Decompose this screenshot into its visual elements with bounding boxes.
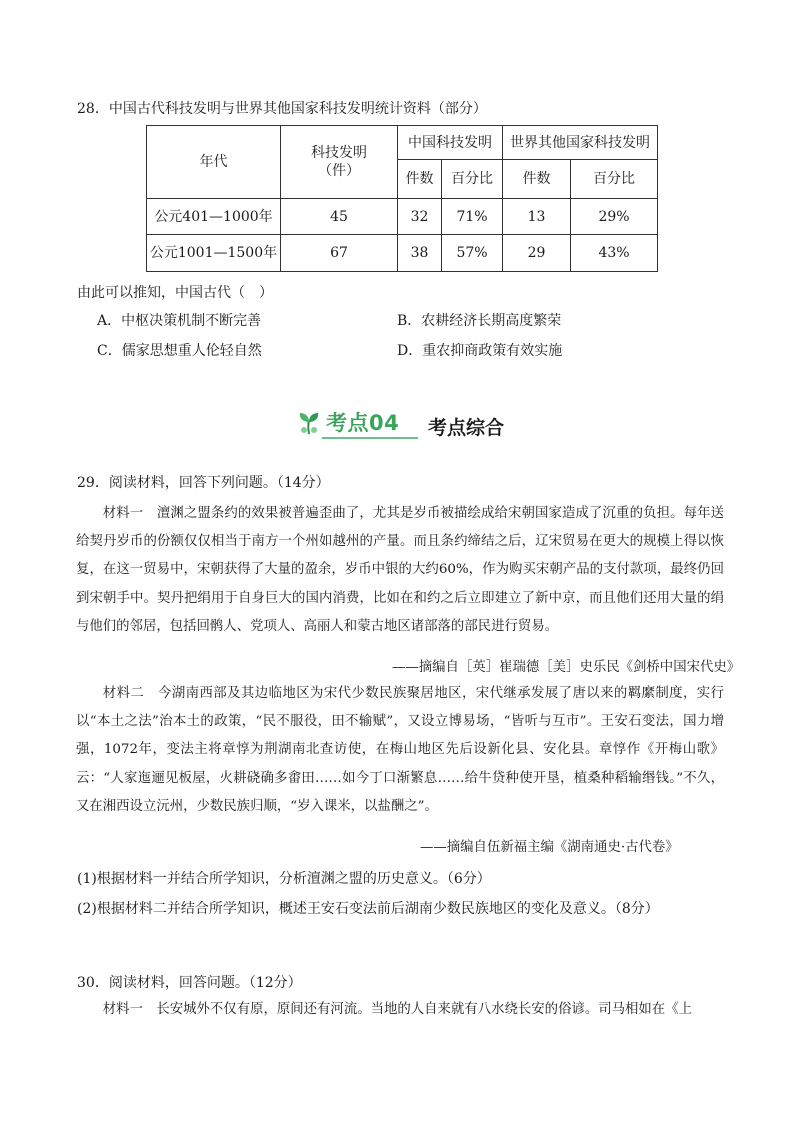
q29-subquestion-2: (2)根据材料二并结合所学知识，概述王安石变法前后湖南少数民族地区的变化及意义。（8分） xyxy=(77,901,659,917)
q29-material1: 材料一 澶渊之盟条约的效果被普遍歪曲了，尤其是岁币被描绘成给宋朝国家造成了沉重的负担。每年送给契丹岁币的份额仅仅相当于南方一个州如越州的产量。而且条约缔结之后，辽宋贸易在更大的规模上得以恢复，在这一贸易中，宋朝获得了大量的盈余，岁币中银的大约60%，作为购买宋朝产品的支付款项，最终仍回到宋朝手中。契丹把绢用于自身巨大的国内消费，比如在和约之后立即建立了新中京，而且他们还用大量的绢与他们的邻居，包括回鹘人、党项人、高丽人和蒙古地区诸部落的部民进行贸易。 xyxy=(76,506,724,634)
cell-w-pct: 29% xyxy=(571,199,658,235)
header-world: 世界其他国家科技发明 xyxy=(503,126,658,160)
option-a: A．中枢决策机制不断完善 xyxy=(97,313,262,329)
cell-w-pct: 43% xyxy=(571,235,658,272)
q29-material2: 材料二 今湖南西部及其边临地区为宋代少数民族聚居地区，宋代继承发展了唐以来的羁縻制度，实行以“本土之法”治本土的政策，“民不服役，田不输赋”，又设立博易场，“皆听与互市”。王安石变法，国力增强，1072年，变法主将章惇为荆湖南北查访使，在梅山地区先后设新化县、安化县。章惇作《开梅山歌》云：“人家迤逦见板屋，火耕硗确多畬田……如今丁口渐繁息……给牛贷种使开垦，植桑种稻输缗钱。”不久，又在湘西设立沅州，少数民族归顺，“岁入课米，以盐酬之”。 xyxy=(76,686,724,814)
table-row xyxy=(147,199,658,235)
cell-total: 45 xyxy=(281,199,398,235)
q28-stem: 由此可以推知，中国古代（ ） xyxy=(77,285,273,301)
cell-w-count: 13 xyxy=(503,199,571,235)
header-cn-percent: 百分比 xyxy=(442,160,503,199)
cell-era: 公元1001—1500年 xyxy=(147,235,281,272)
q29-source1: ——摘编自［英］崔瑞德［美］史乐民《剑桥中国宋代史》 xyxy=(392,660,741,675)
table-row xyxy=(147,235,658,272)
cell-cn-pct: 71% xyxy=(442,199,503,235)
option-b: B．农耕经济长期高度繁荣 xyxy=(397,313,562,329)
q28-title: 28．中国古代科技发明与世界其他国家科技发明统计资料（部分） xyxy=(77,101,487,117)
header-china: 中国科技发明 xyxy=(398,126,503,160)
header-inventions-unit: （件） xyxy=(318,163,360,179)
option-c: C．儒家思想重人伦轻自然 xyxy=(97,343,262,359)
option-d: D．重农抑商政策有效实施 xyxy=(397,343,563,359)
cell-total: 67 xyxy=(281,235,398,272)
q29-source2: ——摘编自伍新福主编《湖南通史·古代卷》 xyxy=(420,840,679,855)
cell-w-count: 29 xyxy=(503,235,571,272)
cell-cn-count: 32 xyxy=(398,199,442,235)
statistics-table xyxy=(146,125,658,272)
section-badge xyxy=(296,405,418,439)
q30-title: 30．阅读材料，回答问题。（12分） xyxy=(77,975,302,991)
header-cn-count: 件数 xyxy=(398,160,442,199)
q30-material1: 材料一 长安城外不仅有原，原间还有河流。当地的人自来就有八水绕长安的俗谚。司马相如在《上 xyxy=(102,1002,692,1017)
section-title: 考点综合 xyxy=(428,417,505,439)
badge-underline xyxy=(322,437,418,439)
badge-label: 考点04 xyxy=(326,411,400,435)
cell-era: 公元401—1000年 xyxy=(147,199,281,235)
header-w-percent: 百分比 xyxy=(571,160,658,199)
q29-title: 29．阅读材料，回答下列问题。（14分） xyxy=(77,475,330,491)
header-era: 年代 xyxy=(147,126,281,199)
cell-cn-pct: 57% xyxy=(442,235,503,272)
cell-cn-count: 38 xyxy=(398,235,442,272)
leaf-icon xyxy=(296,410,322,436)
q29-subquestion-1: (1)根据材料一并结合所学知识，分析澶渊之盟的历史意义。（6分） xyxy=(77,871,491,887)
header-inventions-label: 科技发明 xyxy=(311,145,367,161)
header-w-count: 件数 xyxy=(503,160,571,199)
header-inventions xyxy=(281,126,398,199)
